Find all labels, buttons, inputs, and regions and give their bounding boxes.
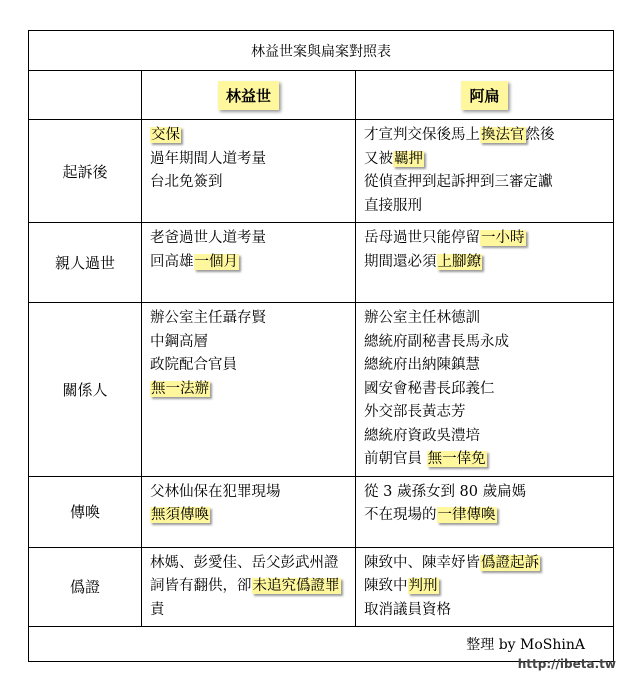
cell-line [364, 425, 605, 449]
highlighted-text: 一律傳喚 [437, 507, 496, 523]
table-body [29, 120, 614, 627]
cell-line [150, 575, 347, 599]
cell-line [150, 171, 347, 195]
highlighted-text: 無須傳喚 [151, 507, 209, 523]
cell-text: 台北免簽到 [150, 174, 223, 190]
cell-text: 陳致中 [364, 578, 408, 594]
cell-text: 然後 [525, 127, 555, 143]
cell-line [150, 148, 347, 172]
highlighted-text: 上腳鐐 [437, 253, 481, 270]
cell-text: 父林仙保在犯罪現場 [150, 483, 281, 500]
cell-text: 直接服刑 [364, 197, 422, 214]
cell-text: 外交部長黃志芳 [364, 404, 466, 420]
cell-text: 辦公室主任聶存賢 [150, 310, 266, 326]
highlighted-text: 無一法辦 [151, 380, 209, 397]
cell-text: 國安會秘書長邱義仁 [364, 380, 495, 397]
cell-text: 回高雄 [150, 253, 194, 270]
cell-text: 政院配合官員 [150, 357, 237, 373]
corner-cell [29, 71, 142, 120]
highlighted-text: 換法官 [481, 127, 525, 143]
cell-line [150, 354, 347, 378]
table-row [29, 476, 614, 547]
cell-text: 才宣判交保後馬上 [364, 127, 480, 143]
highlighted-text: 羈押 [394, 150, 423, 167]
cell-text: 林媽、彭愛佳、岳父彭武州證 [150, 554, 339, 571]
cell-text: 過年期間人道考量 [150, 150, 266, 167]
cell-right [356, 120, 614, 223]
cell-line [364, 171, 605, 195]
cell-left [142, 120, 356, 223]
cell-right [356, 476, 614, 547]
highlighted-text: 無一倖免 [427, 451, 486, 467]
cell-line [364, 227, 605, 251]
highlighted-text: 一個月 [194, 253, 238, 270]
cell-line [364, 378, 605, 402]
cell-text: 責 [150, 601, 165, 618]
cell-line [364, 195, 605, 219]
cell-text: 陳致中、陳幸妤皆 [364, 554, 480, 571]
row-label: 僞證 [29, 547, 142, 627]
highlighted-text: 僞證起訴 [481, 554, 539, 571]
cell-line [364, 354, 605, 378]
cell-line [150, 124, 347, 148]
row-label: 關係人 [29, 303, 142, 477]
highlighted-text: 未追究僞證罪 [252, 578, 340, 594]
table-title: 林益世案與扁案對照表 [29, 31, 614, 71]
cell-line [364, 401, 605, 425]
footer-credit: 整理 by MoShinA [29, 627, 614, 662]
cell-right [356, 223, 614, 303]
table-row [29, 120, 614, 223]
cell-line [364, 599, 605, 623]
cell-text: 總統府出納陳鎮慧 [364, 357, 480, 373]
cell-right [356, 547, 614, 627]
column-header-left-label: 林益世 [218, 81, 279, 110]
cell-line [364, 575, 605, 599]
column-header-right-label: 阿扁 [461, 81, 507, 110]
column-header-left [142, 71, 356, 120]
cell-text: 老爸過世人道考量 [150, 230, 266, 246]
row-label: 傳喚 [29, 476, 142, 547]
cell-line [150, 599, 347, 623]
cell-line [364, 148, 605, 172]
cell-line [150, 307, 347, 331]
cell-line [150, 331, 347, 355]
cell-text: 期間還必須 [364, 253, 437, 270]
cell-line [364, 552, 605, 576]
cell-line [364, 331, 605, 355]
cell-text: 不在現場的 [364, 507, 437, 523]
cell-left [142, 223, 356, 303]
highlighted-text: 判刑 [408, 578, 438, 594]
cell-line [364, 124, 605, 148]
cell-line [150, 552, 347, 576]
cell-line [150, 481, 347, 505]
cell-line [364, 481, 605, 505]
watermark-url: http://ibeta.tw [517, 657, 616, 671]
cell-text: 總統府資政吳澧培 [364, 427, 480, 444]
row-label: 起訴後 [29, 120, 142, 223]
cell-text: 中鋼高層 [150, 333, 208, 350]
cell-text: 總統府副秘書長馬永成 [364, 333, 509, 350]
cell-text: 辦公室主任林德訓 [364, 310, 480, 326]
table-row [29, 303, 614, 477]
cell-left [142, 303, 356, 477]
cell-line [364, 307, 605, 331]
highlighted-text: 一小時 [481, 230, 525, 246]
cell-text: 又被 [364, 150, 393, 167]
cell-text: 從偵查押到起訴押到三審定讞 [364, 174, 553, 190]
cell-line [150, 504, 347, 528]
table-row [29, 547, 614, 627]
cell-text: 取消議員資格 [364, 601, 451, 618]
cell-right [356, 303, 614, 477]
cell-line [150, 378, 347, 402]
cell-line [364, 504, 605, 528]
cell-line [364, 448, 605, 472]
cell-line [364, 251, 605, 275]
column-header-right [356, 71, 614, 120]
cell-text: 岳母過世只能停留 [364, 230, 480, 246]
cell-text: 前朝官員 [364, 451, 427, 467]
comparison-sheet [28, 30, 613, 662]
table-row [29, 223, 614, 303]
cell-line [150, 227, 347, 251]
cell-left [142, 476, 356, 547]
row-label: 親人過世 [29, 223, 142, 303]
comparison-table [28, 30, 614, 662]
cell-text: 從 3 歲孫女到 80 歲扁媽 [364, 483, 527, 500]
cell-line [150, 251, 347, 275]
highlighted-text: 交保 [151, 127, 180, 143]
cell-text: 詞皆有翻供，卻 [150, 578, 252, 594]
cell-left [142, 547, 356, 627]
